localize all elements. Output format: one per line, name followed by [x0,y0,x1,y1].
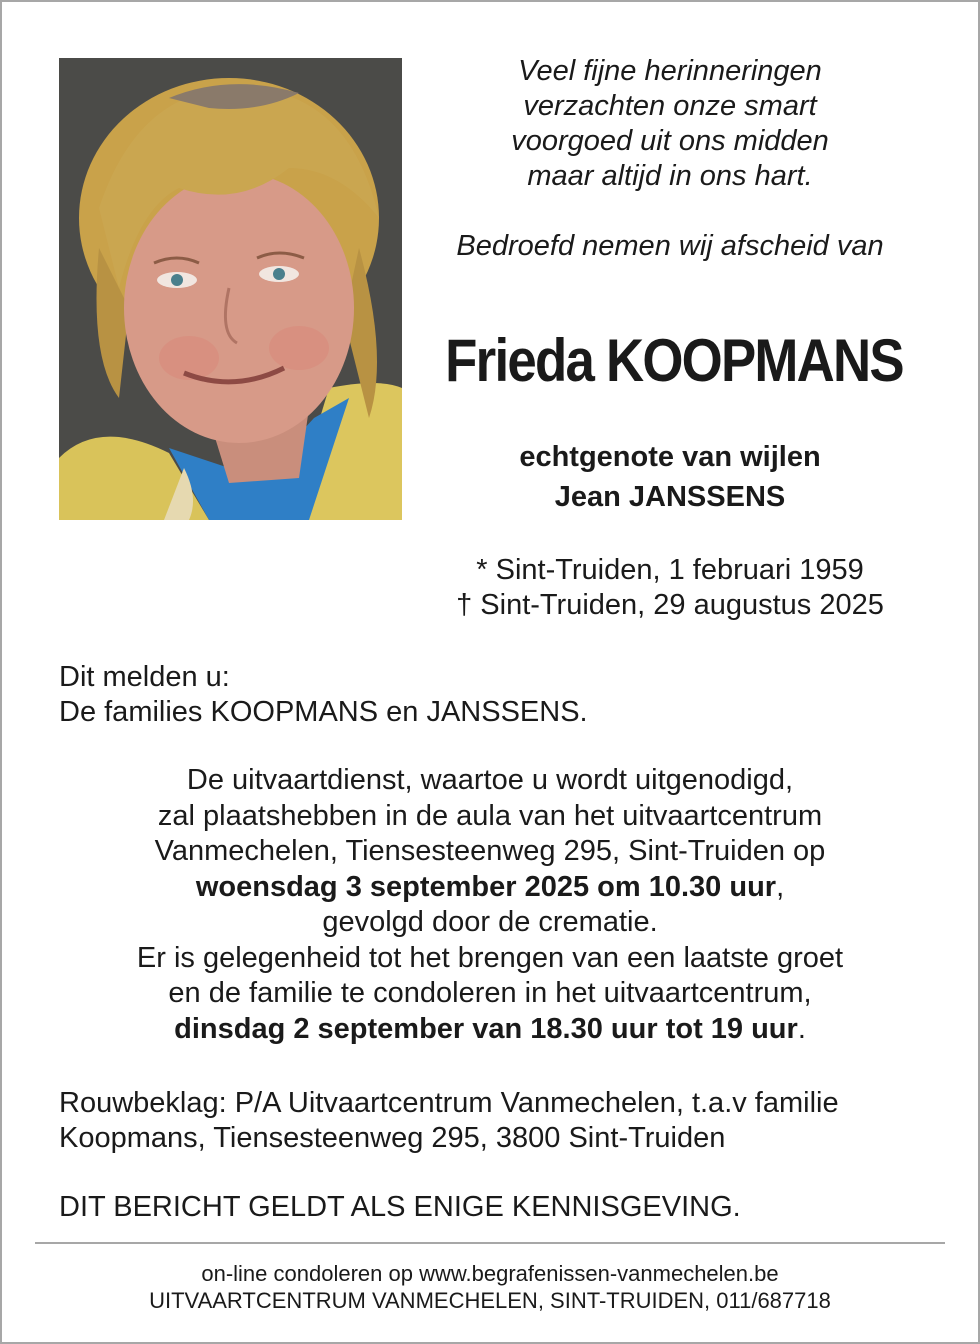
service-details [40,763,940,1047]
announcers [59,660,939,730]
service-line: zal plaatshebben in de aula van het uitvaartcentrum [157,799,823,832]
footer [40,1260,940,1314]
visitation-suffix: . [797,1012,806,1045]
portrait-photo [59,58,402,520]
service-line: Er is gelegenheid tot het brengen van een laatste groet [136,941,844,974]
service-line: De uitvaartdienst, waartoe u wordt uitgenodigd, [186,764,794,796]
address-line: Rouwbeklag: P/A Uitvaartcentrum Vanmechelen, t.a.v familie [59,1087,839,1119]
death-date: † Sint-Truiden, 29 augustus 2025 [456,589,884,621]
deceased-name: Frieda KOOPMANS [445,327,903,394]
address-line: Koopmans, Tiensesteenweg 295, 3800 Sint-Truiden [59,1122,726,1154]
spouse-relation: echtgenote van wijlen [519,441,821,473]
announcers-intro: Dit melden u: [59,661,230,693]
condolence-address [59,1086,949,1156]
divider [35,1242,945,1244]
farewell-intro: Bedroefd nemen wij afscheid van [456,230,884,262]
visitation-datetime: dinsdag 2 september van 18.30 uur tot 19 uur [174,1012,798,1045]
verse-line: maar altijd in ons hart. [527,160,813,192]
life-dates [410,553,930,623]
verse-line: Veel fijne herinneringen [518,55,822,87]
service-datetime: woensdag 3 september 2025 om 10.30 uur [195,870,777,903]
official-notice: DIT BERICHT GELDT ALS ENIGE KENNISGEVING. [59,1191,741,1223]
service-line: Vanmechelen, Tiensesteenweg 295, Sint-Truiden op [154,835,826,867]
online-condolence-link[interactable]: on-line condoleren op www.begrafenissen-vanmechelen.be [201,1261,779,1286]
announcers-families: De families KOOPMANS en JANSSENS. [59,696,588,728]
verse-line: verzachten onze smart [523,90,817,122]
birth-date: * Sint-Truiden, 1 februari 1959 [476,554,864,586]
spouse-name: Jean JANSSENS [554,481,786,513]
spouse-info [420,437,920,517]
verse [420,54,920,194]
verse-line: voorgoed uit ons midden [511,125,829,157]
service-datetime-line [40,870,940,906]
service-line: en de familie te condoleren in het uitvaartcentrum, [168,977,812,1009]
service-datetime-suffix: , [776,870,785,903]
visitation-line [40,1012,940,1048]
service-line: gevolgd door de crematie. [322,906,658,938]
funeral-home-contact: UITVAARTCENTRUM VANMECHELEN, SINT-TRUIDEN, 011/687718 [149,1288,831,1313]
